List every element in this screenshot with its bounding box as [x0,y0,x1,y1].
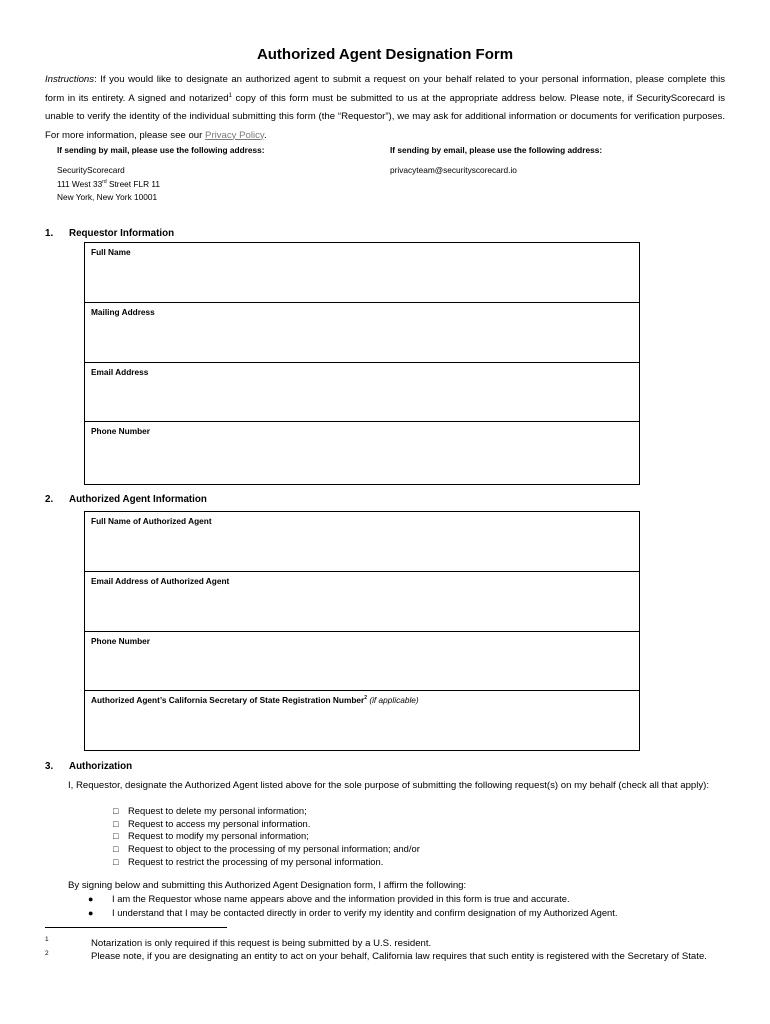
mail-line-2-a: 111 West 33 [57,178,103,189]
checkbox-icon[interactable]: □ [113,818,119,829]
phone-number-label: Phone Number [91,426,151,437]
footnote-1-text: Notarization is only required if this request is being submitted by a U.S. resident. [91,938,432,949]
footnote-ref-1: 1 [228,92,232,99]
mail-address [57,164,160,205]
footnote-2-text: Please note, if you are designating an entity to act on your behalf, California law requires that such entity is registered with the Secretary of State. [91,951,707,962]
requestor-info-table [84,242,640,485]
mail-line-2 [57,178,160,192]
agent-info-table [84,511,640,751]
section-3-title: Authorization [69,761,133,772]
option-delete[interactable] [113,805,420,818]
list-item [88,892,738,906]
agent-full-name-label: Full Name of Authorized Agent [91,516,212,526]
privacy-policy-link[interactable]: Privacy Policy [204,129,264,141]
footnote-ref-2: 2 [364,695,368,702]
instructions-text-1: : If you would like to designate an authorized agent to submit a request on your behalf related to your personal information, please complete this form in its entirety. A signed and notarized [45,74,725,104]
agent-email-label: Email Address of Authorized Agent [91,575,230,586]
mail-heading: If sending by mail, please use the following address: [57,145,265,155]
full-name-field[interactable] [85,243,639,303]
section-2-title: Authorized Agent Information [69,494,207,505]
email-address-field[interactable] [85,363,639,423]
footnote-1-number: 1 [45,936,49,943]
email-address[interactable]: privacyteam@securityscorecard.io [390,165,517,175]
bullet-icon: ● [88,894,94,904]
email-address-label: Email Address [91,366,149,377]
full-name-label: Full Name [91,247,131,257]
section-1-title: Requestor Information [69,228,175,239]
footnote-divider [45,927,227,928]
section-3-heading [45,761,132,772]
checkbox-icon[interactable]: □ [113,831,119,842]
section-3-number: 3. [45,761,54,772]
affirmation-1: I am the Requestor whose name appears above and the information provided in this form is true and accurate. [112,893,570,904]
mail-line-2-b: Street FLR 11 [106,178,160,189]
mailing-address-label: Mailing Address [91,306,155,317]
section-1-heading [45,228,174,239]
form-title: Authorized Agent Designation Form [256,46,514,63]
agent-full-name-field[interactable] [85,512,639,572]
instructions-paragraph [45,71,725,145]
mail-line-3: New York, New York 10001 [57,192,158,202]
agent-registration-field[interactable] [85,691,639,751]
option-modify[interactable] [113,830,420,843]
option-object-label: Request to object to the processing of my personal information; and/or [128,843,420,855]
footnote-2-number: 2 [45,950,49,957]
instructions-end: . [263,129,267,141]
checkbox-icon[interactable]: □ [113,844,119,855]
section-2-heading [45,494,207,505]
agent-registration-label: Authorized Agent’s California Secretary of State Registration Number [91,695,365,706]
affirmation-intro: By signing below and submitting this Authorized Agent Designation form, I affirm the following: [68,880,467,891]
option-modify-label: Request to modify my personal information; [128,830,309,842]
phone-number-field[interactable] [85,422,639,482]
section-1-number: 1. [45,228,54,239]
checkbox-icon[interactable]: □ [113,806,119,816]
option-access[interactable] [113,818,420,831]
checkbox-icon[interactable]: □ [113,856,119,867]
option-restrict[interactable] [113,856,420,869]
agent-phone-field[interactable] [85,632,639,692]
mailing-address-field[interactable] [85,303,639,363]
option-access-label: Request to access my personal information. [128,817,311,829]
option-object[interactable] [113,843,420,856]
agent-phone-label: Phone Number [91,635,151,646]
authorization-intro: I, Requestor, designate the Authorized Agent listed above for the sole purpose of submitting the following request(s) on my behalf (check all that apply): [68,780,710,791]
agent-registration-note: (if applicable) [367,695,419,706]
mail-line-2-sup: rd [102,178,107,185]
list-item [88,906,738,920]
affirmation-2: I understand that I may be contacted directly in order to verify my identity and confirm designation of my Authorized Agent. [112,907,618,918]
request-options-list [113,805,420,869]
instructions-label: Instructions [45,74,95,85]
instructions-text-2: copy of this form must be submitted to us at the appropriate address below. Please note, if SecurityScorecard is unable to verify the identity of the individual submitting this form (the “Requestor”), we may ask for additional information or documents for verification purposes. For more information, please see our [45,92,725,141]
mail-line-1: SecurityScorecard [57,165,125,175]
agent-email-field[interactable] [85,572,639,632]
email-heading: If sending by email, please use the following address: [390,145,603,155]
bullet-icon: ● [88,908,94,918]
section-2-number: 2. [45,494,54,505]
affirmation-list [88,892,738,920]
option-restrict-label: Request to restrict the processing of my personal information. [128,855,384,867]
option-delete-label: Request to delete my personal information; [128,805,307,816]
